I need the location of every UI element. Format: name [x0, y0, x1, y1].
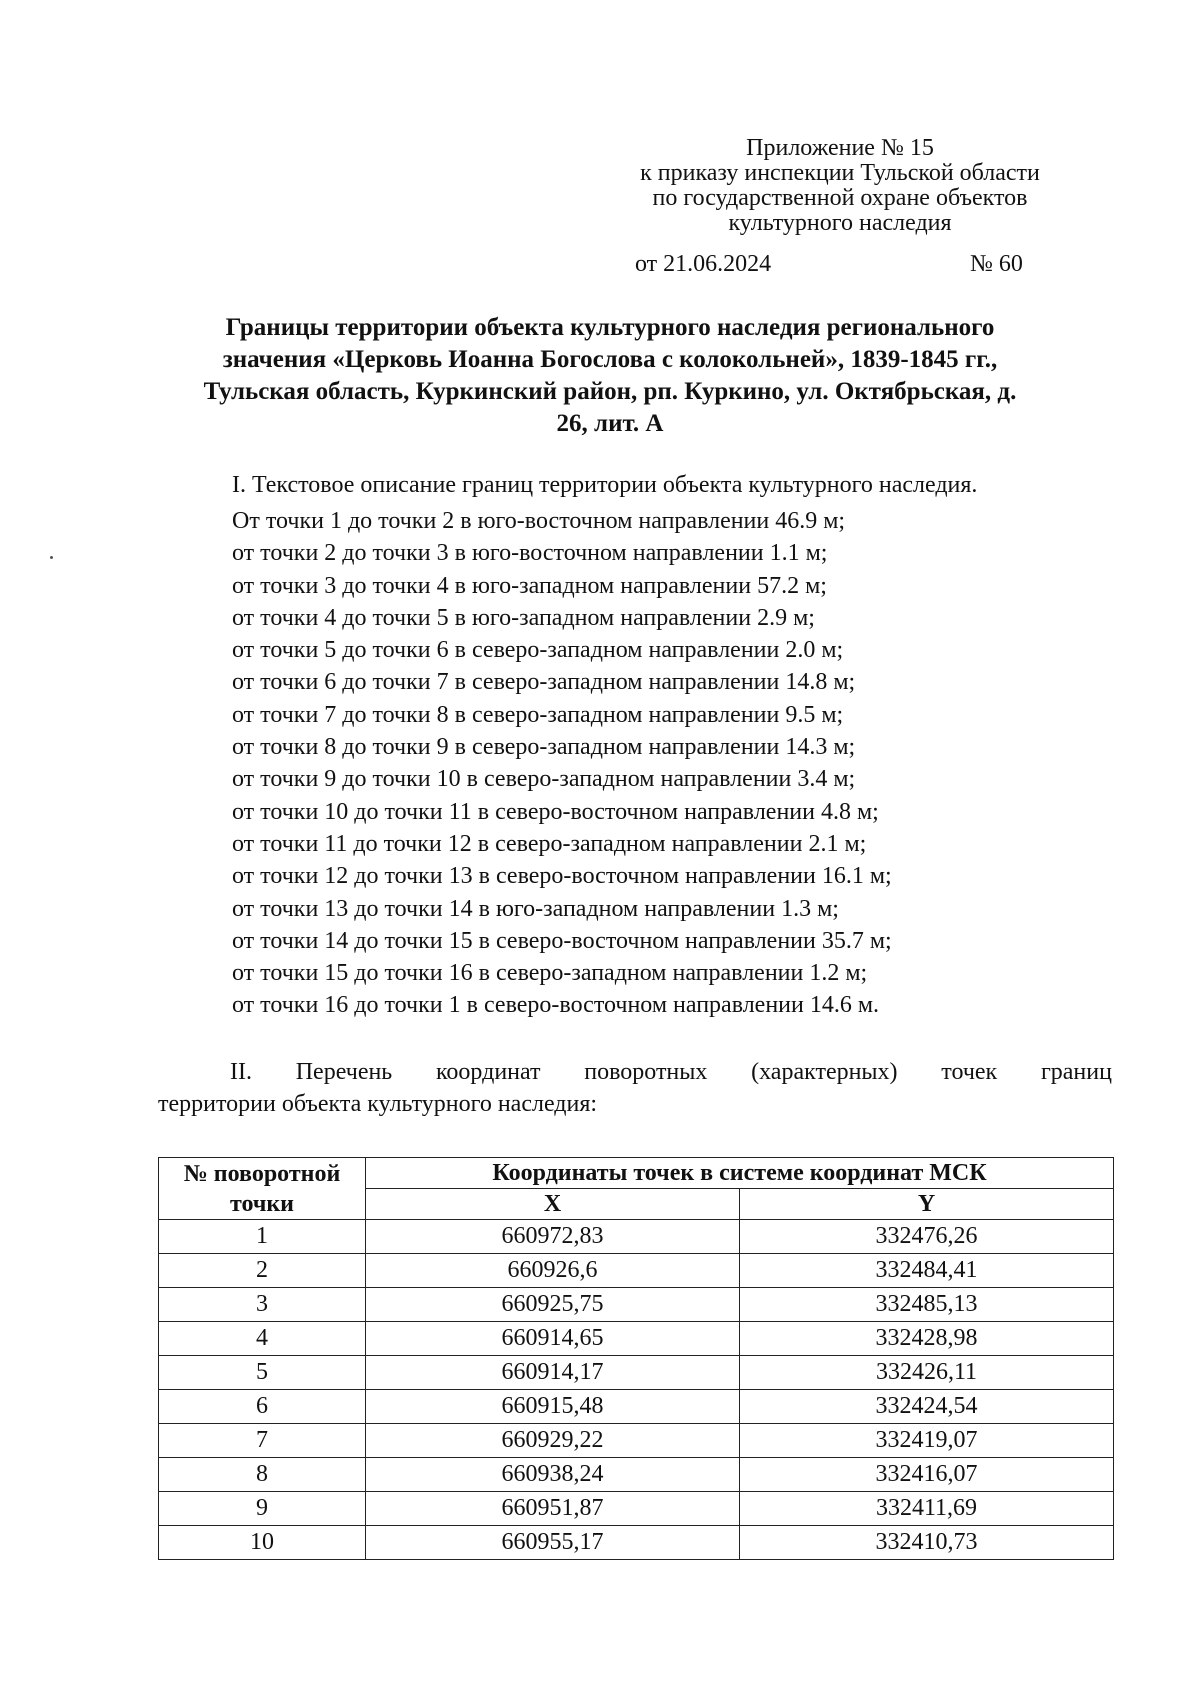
y-coordinate-cell: 332419,07 — [740, 1424, 1114, 1458]
y-coordinate-cell: 332410,73 — [740, 1526, 1114, 1560]
y-column-header: Y — [740, 1189, 1114, 1220]
title-line: Границы территории объекта культурного наследия регионального — [225, 314, 995, 341]
section2-word: поворотных — [584, 1059, 708, 1085]
appendix-number: Приложение № 15 — [746, 135, 934, 161]
boundary-segment: от точки 6 до точки 7 в северо-западном направлении 14.8 м; — [232, 669, 856, 696]
coordinates-table-body — [159, 1220, 1114, 1560]
boundary-segment: От точки 1 до точки 2 в юго-восточном направлении 46.9 м; — [232, 508, 846, 534]
section2-word: Перечень — [295, 1059, 393, 1085]
y-coordinate-cell: 332411,69 — [740, 1492, 1114, 1526]
x-coordinate-cell: 660972,83 — [366, 1220, 740, 1254]
section2-word: II. — [230, 1059, 252, 1085]
point-number-header: № поворотной точки — [159, 1158, 366, 1220]
coordinates-table — [158, 1157, 1114, 1560]
section1-heading: I. Текстовое описание границ территории объекта культурного наследия. — [232, 472, 978, 498]
point-number-cell: 5 — [159, 1356, 366, 1390]
table-row — [159, 1526, 1114, 1560]
boundary-segment: от точки 5 до точки 6 в северо-западном направлении 2.0 м; — [232, 637, 844, 664]
x-coordinate-cell: 660955,17 — [366, 1526, 740, 1560]
order-number: № 60 — [970, 251, 1023, 277]
point-number-cell: 8 — [159, 1458, 366, 1492]
boundary-segment: от точки 10 до точки 11 в северо-восточном направлении 4.8 м; — [232, 798, 879, 825]
title-line: Тульская область, Куркинский район, рп. Куркино, ул. Октябрьская, д. — [203, 378, 1017, 405]
section2-line2: территории объекта культурного наследия: — [158, 1091, 598, 1117]
x-coordinate-cell: 660914,17 — [366, 1356, 740, 1390]
appendix-line: по государственной охране объектов — [652, 185, 1028, 211]
table-row — [159, 1322, 1114, 1356]
point-number-cell: 10 — [159, 1526, 366, 1560]
table-row — [159, 1356, 1114, 1390]
section2-word: (характерных) — [751, 1059, 898, 1085]
section2-heading — [158, 1056, 1112, 1120]
boundary-segments-list — [232, 505, 892, 1022]
y-coordinate-cell: 332428,98 — [740, 1322, 1114, 1356]
y-coordinate-cell: 332476,26 — [740, 1220, 1114, 1254]
point-number-cell: 9 — [159, 1492, 366, 1526]
section2-word: координат — [435, 1059, 541, 1085]
scan-speck — [50, 556, 53, 559]
x-coordinate-cell: 660914,65 — [366, 1322, 740, 1356]
y-coordinate-cell: 332416,07 — [740, 1458, 1114, 1492]
table-row — [159, 1458, 1114, 1492]
x-coordinate-cell: 660938,24 — [366, 1458, 740, 1492]
coords-system-header: Координаты точек в системе координат МСК — [366, 1158, 1114, 1189]
boundary-segment: от точки 3 до точки 4 в юго-западном направлении 57.2 м; — [232, 572, 827, 599]
point-number-cell: 3 — [159, 1288, 366, 1322]
appendix-line: культурного наследия — [728, 210, 952, 236]
y-coordinate-cell: 332484,41 — [740, 1254, 1114, 1288]
y-coordinate-cell: 332485,13 — [740, 1288, 1114, 1322]
boundary-segment: от точки 13 до точки 14 в юго-западном направлении 1.3 м; — [232, 895, 839, 922]
boundary-segment: от точки 11 до точки 12 в северо-западном направлении 2.1 м; — [232, 830, 867, 857]
boundary-segment: от точки 9 до точки 10 в северо-западном направлении 3.4 м; — [232, 766, 856, 793]
title-line: 26, лит. А — [556, 410, 664, 437]
boundary-segment: от точки 4 до точки 5 в юго-западном направлении 2.9 м; — [232, 604, 815, 631]
point-number-cell: 4 — [159, 1322, 366, 1356]
order-date: от 21.06.2024 — [635, 251, 772, 277]
title-line: значения «Церковь Иоанна Богослова с колокольней», 1839-1845 гг., — [222, 346, 998, 373]
table-row — [159, 1254, 1114, 1288]
boundary-segment: от точки 16 до точки 1 в северо-восточном направлении 14.6 м. — [232, 992, 880, 1019]
point-number-cell: 1 — [159, 1220, 366, 1254]
point-number-cell: 2 — [159, 1254, 366, 1288]
table-row — [159, 1390, 1114, 1424]
x-coordinate-cell: 660926,6 — [366, 1254, 740, 1288]
table-row — [159, 1492, 1114, 1526]
boundary-segment: от точки 7 до точки 8 в северо-западном направлении 9.5 м; — [232, 701, 844, 728]
appendix-header — [580, 136, 1100, 236]
section2-word: границ — [1040, 1059, 1112, 1085]
point-number-cell: 6 — [159, 1390, 366, 1424]
boundary-segment: от точки 12 до точки 13 в северо-восточном направлении 16.1 м; — [232, 863, 892, 890]
appendix-line: к приказу инспекции Тульской области — [640, 160, 1040, 186]
boundary-segment: от точки 2 до точки 3 в юго-восточном направлении 1.1 м; — [232, 540, 828, 567]
x-coordinate-cell: 660915,48 — [366, 1390, 740, 1424]
table-row — [159, 1424, 1114, 1458]
y-coordinate-cell: 332424,54 — [740, 1390, 1114, 1424]
table-row — [159, 1220, 1114, 1254]
x-coordinate-cell: 660929,22 — [366, 1424, 740, 1458]
y-coordinate-cell: 332426,11 — [740, 1356, 1114, 1390]
document-title — [150, 312, 1070, 440]
x-column-header: X — [366, 1189, 740, 1220]
section2-word: точек — [941, 1059, 998, 1085]
point-number-cell: 7 — [159, 1424, 366, 1458]
boundary-segment: от точки 15 до точки 16 в северо-западном направлении 1.2 м; — [232, 960, 868, 987]
x-coordinate-cell: 660925,75 — [366, 1288, 740, 1322]
section2-line1 — [158, 1056, 1112, 1088]
table-row — [159, 1288, 1114, 1322]
boundary-segment: от точки 8 до точки 9 в северо-западном направлении 14.3 м; — [232, 734, 856, 761]
boundary-segment: от точки 14 до точки 15 в северо-восточном направлении 35.7 м; — [232, 927, 892, 954]
x-coordinate-cell: 660951,87 — [366, 1492, 740, 1526]
